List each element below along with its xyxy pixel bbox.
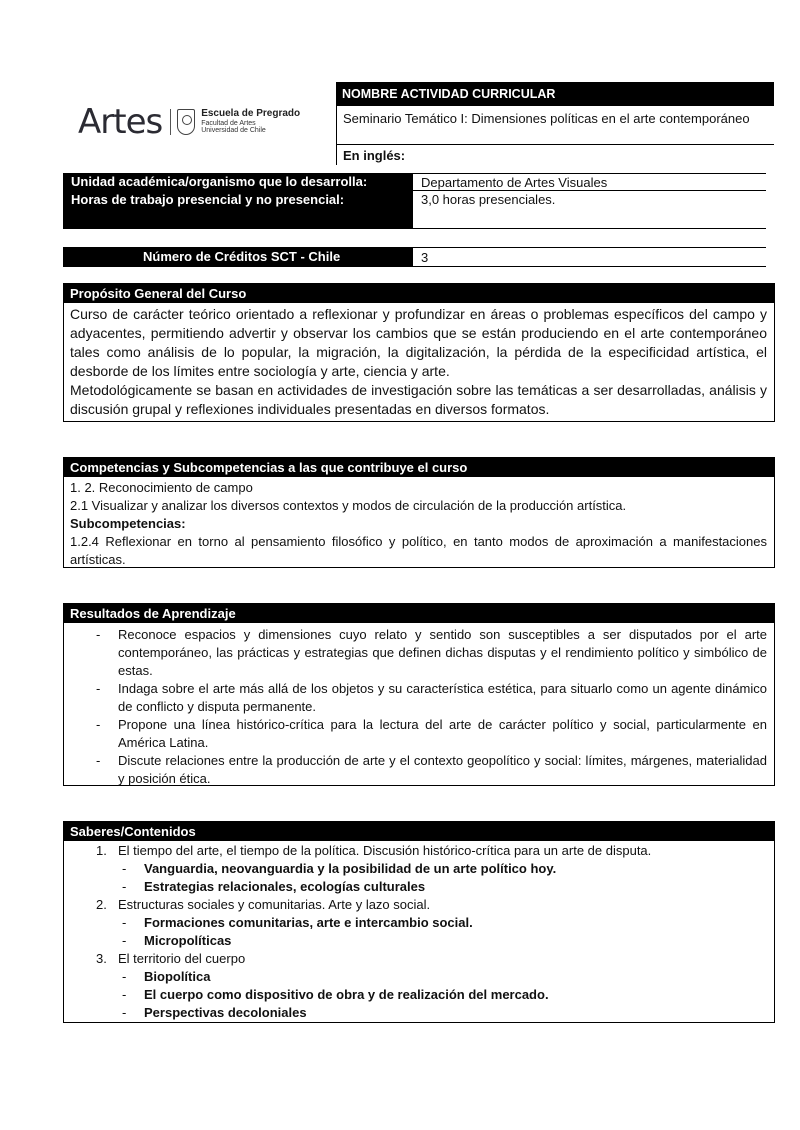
purpose-paragraph-1: Curso de carácter teórico orientado a reflexionar y profundizar en áreas o problemas específicos del campo y adyacentes, permitiendo advertir y observar los cambios que se están produciendo en el arte contemporáneo tales como análisis de lo popular, la migración, la digitalización, la pérdida de la especificidad artística, el desborde de los límites entre sociología y arte, ciencia y arte.: [70, 306, 767, 379]
purpose-paragraph-2: Metodológicamente se basan en actividades de investigación sobre las temáticas a ser desarrolladas, análisis y discusión grupal y reflexiones individuales presentadas en diversos formatos.: [70, 382, 767, 417]
content-unit-number: 2.: [96, 897, 107, 912]
competencies-body: [64, 477, 774, 573]
content-unit-text: El territorio del cuerpo: [118, 951, 246, 966]
hours-value: 3,0 horas presenciales.: [413, 191, 766, 229]
activity-name: Seminario Temático I: Dimensiones políticas en el arte contemporáneo: [336, 106, 774, 144]
content-subitem: - El cuerpo como dispositivo de obra y de realización del mercado.: [118, 986, 767, 1004]
content-unit: [70, 842, 767, 896]
purpose-body: [64, 303, 774, 423]
competency-2: 2.1 Visualizar y analizar los diversos contextos y modos de circulación de la producción artística.: [70, 498, 627, 513]
unit-value: Departamento de Artes Visuales: [413, 173, 766, 191]
content-unit: [70, 950, 767, 1022]
content-subitem: - Micropolíticas: [118, 932, 767, 950]
contents-section: [63, 821, 775, 1023]
credits-label: Número de Créditos SCT - Chile: [63, 247, 413, 267]
outcome-item: - Indaga sobre el arte más allá de los objetos y su característica estética, para situarlo como un agente dinámico de conflicto y disputa permanente.: [70, 680, 767, 716]
english-name-label: En inglés:: [336, 145, 774, 165]
outcomes-section: [63, 603, 775, 786]
contents-body: [64, 841, 774, 1026]
content-subitem: - Vanguardia, neovanguardia y la posibilidad de un arte político hoy.: [118, 860, 767, 878]
content-unit: [70, 896, 767, 950]
activity-name-box: [336, 82, 774, 165]
subcompetencies-label: Subcompetencias:: [70, 516, 186, 531]
subcompetency-1: 1.2.4 Reflexionar en torno al pensamiento filosófico y político, en tanto modos de aproximación a manifestaciones artísticas.: [70, 534, 767, 567]
logo-university: Universidad de Chile: [201, 127, 266, 135]
content-unit-text: Estructuras sociales y comunitarias. Arte y lazo social.: [118, 897, 431, 912]
artes-logo: [78, 100, 318, 144]
outcomes-body: [64, 623, 774, 792]
logo-school: Escuela de Pregrado: [201, 108, 301, 120]
content-subitem: - Estrategias relacionales, ecologías culturales: [118, 878, 767, 896]
unit-row: [63, 173, 766, 191]
competencies-section: [63, 457, 775, 568]
hours-row: [63, 191, 766, 229]
logo-text: [201, 109, 300, 134]
contents-list: [70, 842, 767, 1022]
content-unit-number: 1.: [96, 843, 107, 858]
credits-value: 3: [413, 247, 766, 267]
logo-wordmark: Artes: [78, 102, 163, 142]
contents-title: Saberes/Contenidos: [64, 822, 774, 841]
outcomes-title: Resultados de Aprendizaje: [64, 604, 774, 623]
unit-label: Unidad académica/organismo que lo desarrolla:: [63, 173, 413, 191]
logo-divider: [170, 109, 171, 135]
content-subitem: - Perspectivas decoloniales: [118, 1004, 767, 1022]
competency-1: 1. 2. Reconocimiento de campo: [70, 480, 253, 495]
outcomes-list: [70, 626, 767, 788]
content-unit-number: 3.: [96, 951, 107, 966]
university-seal-icon: [177, 109, 195, 135]
activity-header: NOMBRE ACTIVIDAD CURRICULAR: [336, 82, 774, 106]
competencies-title: Competencias y Subcompetencias a las que contribuye el curso: [64, 458, 774, 477]
hours-label: Horas de trabajo presencial y no presencial:: [63, 191, 413, 229]
content-subitem: - Formaciones comunitarias, arte e intercambio social.: [118, 914, 767, 932]
logo-faculty: Facultad de Artes: [201, 119, 256, 127]
outcome-item: - Discute relaciones entre la producción de arte y el contexto geopolítico y social: límites, márgenes, materialidad y posición ética.: [70, 752, 767, 788]
outcome-item: - Reconoce espacios y dimensiones cuyo relato y sentido son susceptibles a ser disputados por el arte contemporáneo, las prácticas y estrategias que definen dichas disputas y el rendimiento político y simbólico de estas.: [70, 626, 767, 680]
purpose-section: [63, 283, 775, 422]
outcome-item: - Propone una línea histórico-crítica para la lectura del arte de carácter político y social, particularmente en América Latina.: [70, 716, 767, 752]
purpose-title: Propósito General del Curso: [64, 284, 774, 303]
content-subitem: - Biopolítica: [118, 968, 767, 986]
credits-row: [63, 247, 766, 267]
content-unit-text: El tiempo del arte, el tiempo de la política. Discusión histórico-crítica para un arte de disputa.: [118, 843, 652, 858]
